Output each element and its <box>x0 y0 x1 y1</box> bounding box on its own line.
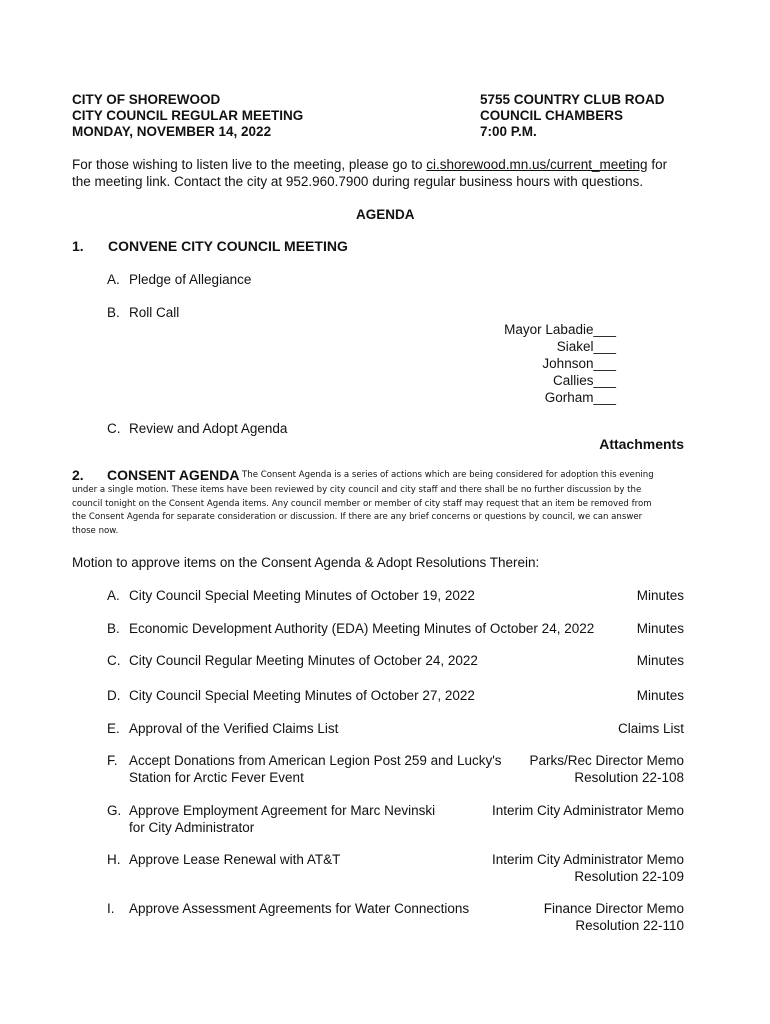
attachment-memo: Parks/Rec Director Memo <box>529 753 684 768</box>
intro-line-1: For those wishing to listen live to the meeting, please go to ci.shorewood.mn.us/current_meeting for <box>72 157 668 172</box>
meeting-date: MONDAY, NOVEMBER 14, 2022 <box>72 124 272 139</box>
item-2g-text: Approve Employment Agreement for Marc Nevinski for City Administrator <box>129 803 436 835</box>
attachment-resolution: Resolution 22-110 <box>575 918 684 933</box>
item-2a-attachment: Minutes <box>636 588 684 603</box>
attachment-memo: Finance Director Memo <box>543 901 684 916</box>
consent-description <box>72 484 652 538</box>
meeting-address: 5755 COUNTRY CLUB ROAD <box>480 92 665 107</box>
meeting-time: 7:00 P.M. <box>480 124 537 139</box>
section-2-title: CONSENT AGENDA <box>107 467 240 483</box>
consent-motion: Motion to approve items on the Consent Agenda & Adopt Resolutions Therein: <box>72 555 540 570</box>
item-2b-attachment: Minutes <box>636 621 684 636</box>
roll-call-member: Callies___ <box>552 373 616 388</box>
item-2e-letter: E. <box>107 721 120 736</box>
item-1b-letter: B. <box>107 305 120 320</box>
item-2h-text: Approve Lease Renewal with AT&T <box>129 852 341 867</box>
item-2d-attachment: Minutes <box>636 688 684 703</box>
item-2i-attachments <box>500 900 684 934</box>
item-2h-attachments <box>470 851 684 885</box>
header-left <box>72 92 303 140</box>
item-2f-attachments <box>500 752 684 786</box>
section-1-title: CONVENE CITY COUNCIL MEETING <box>108 238 348 254</box>
item-2f-text: Accept Donations from American Legion Post 259 and Lucky's Station for Arctic Fever Event <box>129 753 502 785</box>
roll-call-mayor: Mayor Labadie___ <box>504 322 616 337</box>
item-2c-attachment: Minutes <box>636 653 684 668</box>
roll-call-member: Siakel___ <box>556 339 616 354</box>
item-2d-letter: D. <box>107 688 121 703</box>
agenda-title: AGENDA <box>356 207 415 222</box>
item-2i-letter: I. <box>107 901 115 916</box>
item-2d-text: City Council Special Meeting Minutes of October 27, 2022 <box>129 688 475 703</box>
item-2g-letter: G. <box>107 803 122 818</box>
item-1c-letter: C. <box>107 421 121 436</box>
item-2c-letter: C. <box>107 653 121 668</box>
roll-call-member: Johnson___ <box>542 356 616 371</box>
header-right <box>480 92 665 140</box>
meeting-location: COUNCIL CHAMBERS <box>480 108 624 123</box>
consent-description-line: those now. <box>72 525 119 536</box>
item-2e-text: Approval of the Verified Claims List <box>129 721 339 736</box>
consent-description-line: the Consent Agenda for separate consideration or discussion. If there are any brief concerns or questions by council, we can answer <box>72 512 643 522</box>
item-2i-text: Approve Assessment Agreements for Water Connections <box>129 901 470 916</box>
item-2a-text: City Council Special Meeting Minutes of October 19, 2022 <box>129 588 475 603</box>
item-2c-text: City Council Regular Meeting Minutes of October 24, 2022 <box>129 653 478 668</box>
intro-paragraph <box>72 156 667 190</box>
item-2g-attachment: Interim City Administrator Memo <box>491 803 684 818</box>
roll-call-member: Gorham___ <box>544 390 616 405</box>
intro-line-2: the meeting link. Contact the city at 952.960.7900 during regular business hours with questions. <box>72 174 644 189</box>
attachment-resolution: Resolution 22-109 <box>574 869 684 884</box>
attachments-label: Attachments <box>599 436 684 452</box>
item-1b-text: Roll Call <box>129 305 180 320</box>
item-2e-attachment: Claims List <box>617 721 684 736</box>
city-name: CITY OF SHOREWOOD <box>72 92 221 107</box>
consent-description-line: The Consent Agenda is a series of actions which are being considered for adoption this evening <box>242 470 654 480</box>
item-2b-letter: B. <box>107 621 120 636</box>
item-1a-text: Pledge of Allegiance <box>129 272 252 287</box>
consent-description-line: under a single motion. These items have been reviewed by city council and city staff and there shall be no further discussion by the <box>72 485 642 495</box>
item-2a-letter: A. <box>107 588 120 603</box>
item-2b-text: Economic Development Authority (EDA) Meeting Minutes of October 24, 2022 <box>129 621 595 636</box>
item-1a-letter: A. <box>107 272 120 287</box>
item-2h-letter: H. <box>107 852 121 867</box>
roll-call-list <box>430 321 616 406</box>
attachment-memo: Interim City Administrator Memo <box>491 852 684 867</box>
item-2f-letter: F. <box>107 753 118 768</box>
consent-description-line: council tonight on the Consent Agenda items. Any council member or member of city staff may request that an item be removed from <box>72 498 652 509</box>
section-1-number: 1. <box>72 238 84 254</box>
meeting-type: CITY COUNCIL REGULAR MEETING <box>72 108 304 123</box>
attachment-resolution: Resolution 22-108 <box>574 770 684 785</box>
meeting-link[interactable]: ci.shorewood.mn.us/current_meeting <box>426 157 648 172</box>
section-2-number: 2. <box>72 467 84 483</box>
item-1c-text: Review and Adopt Agenda <box>129 421 288 436</box>
